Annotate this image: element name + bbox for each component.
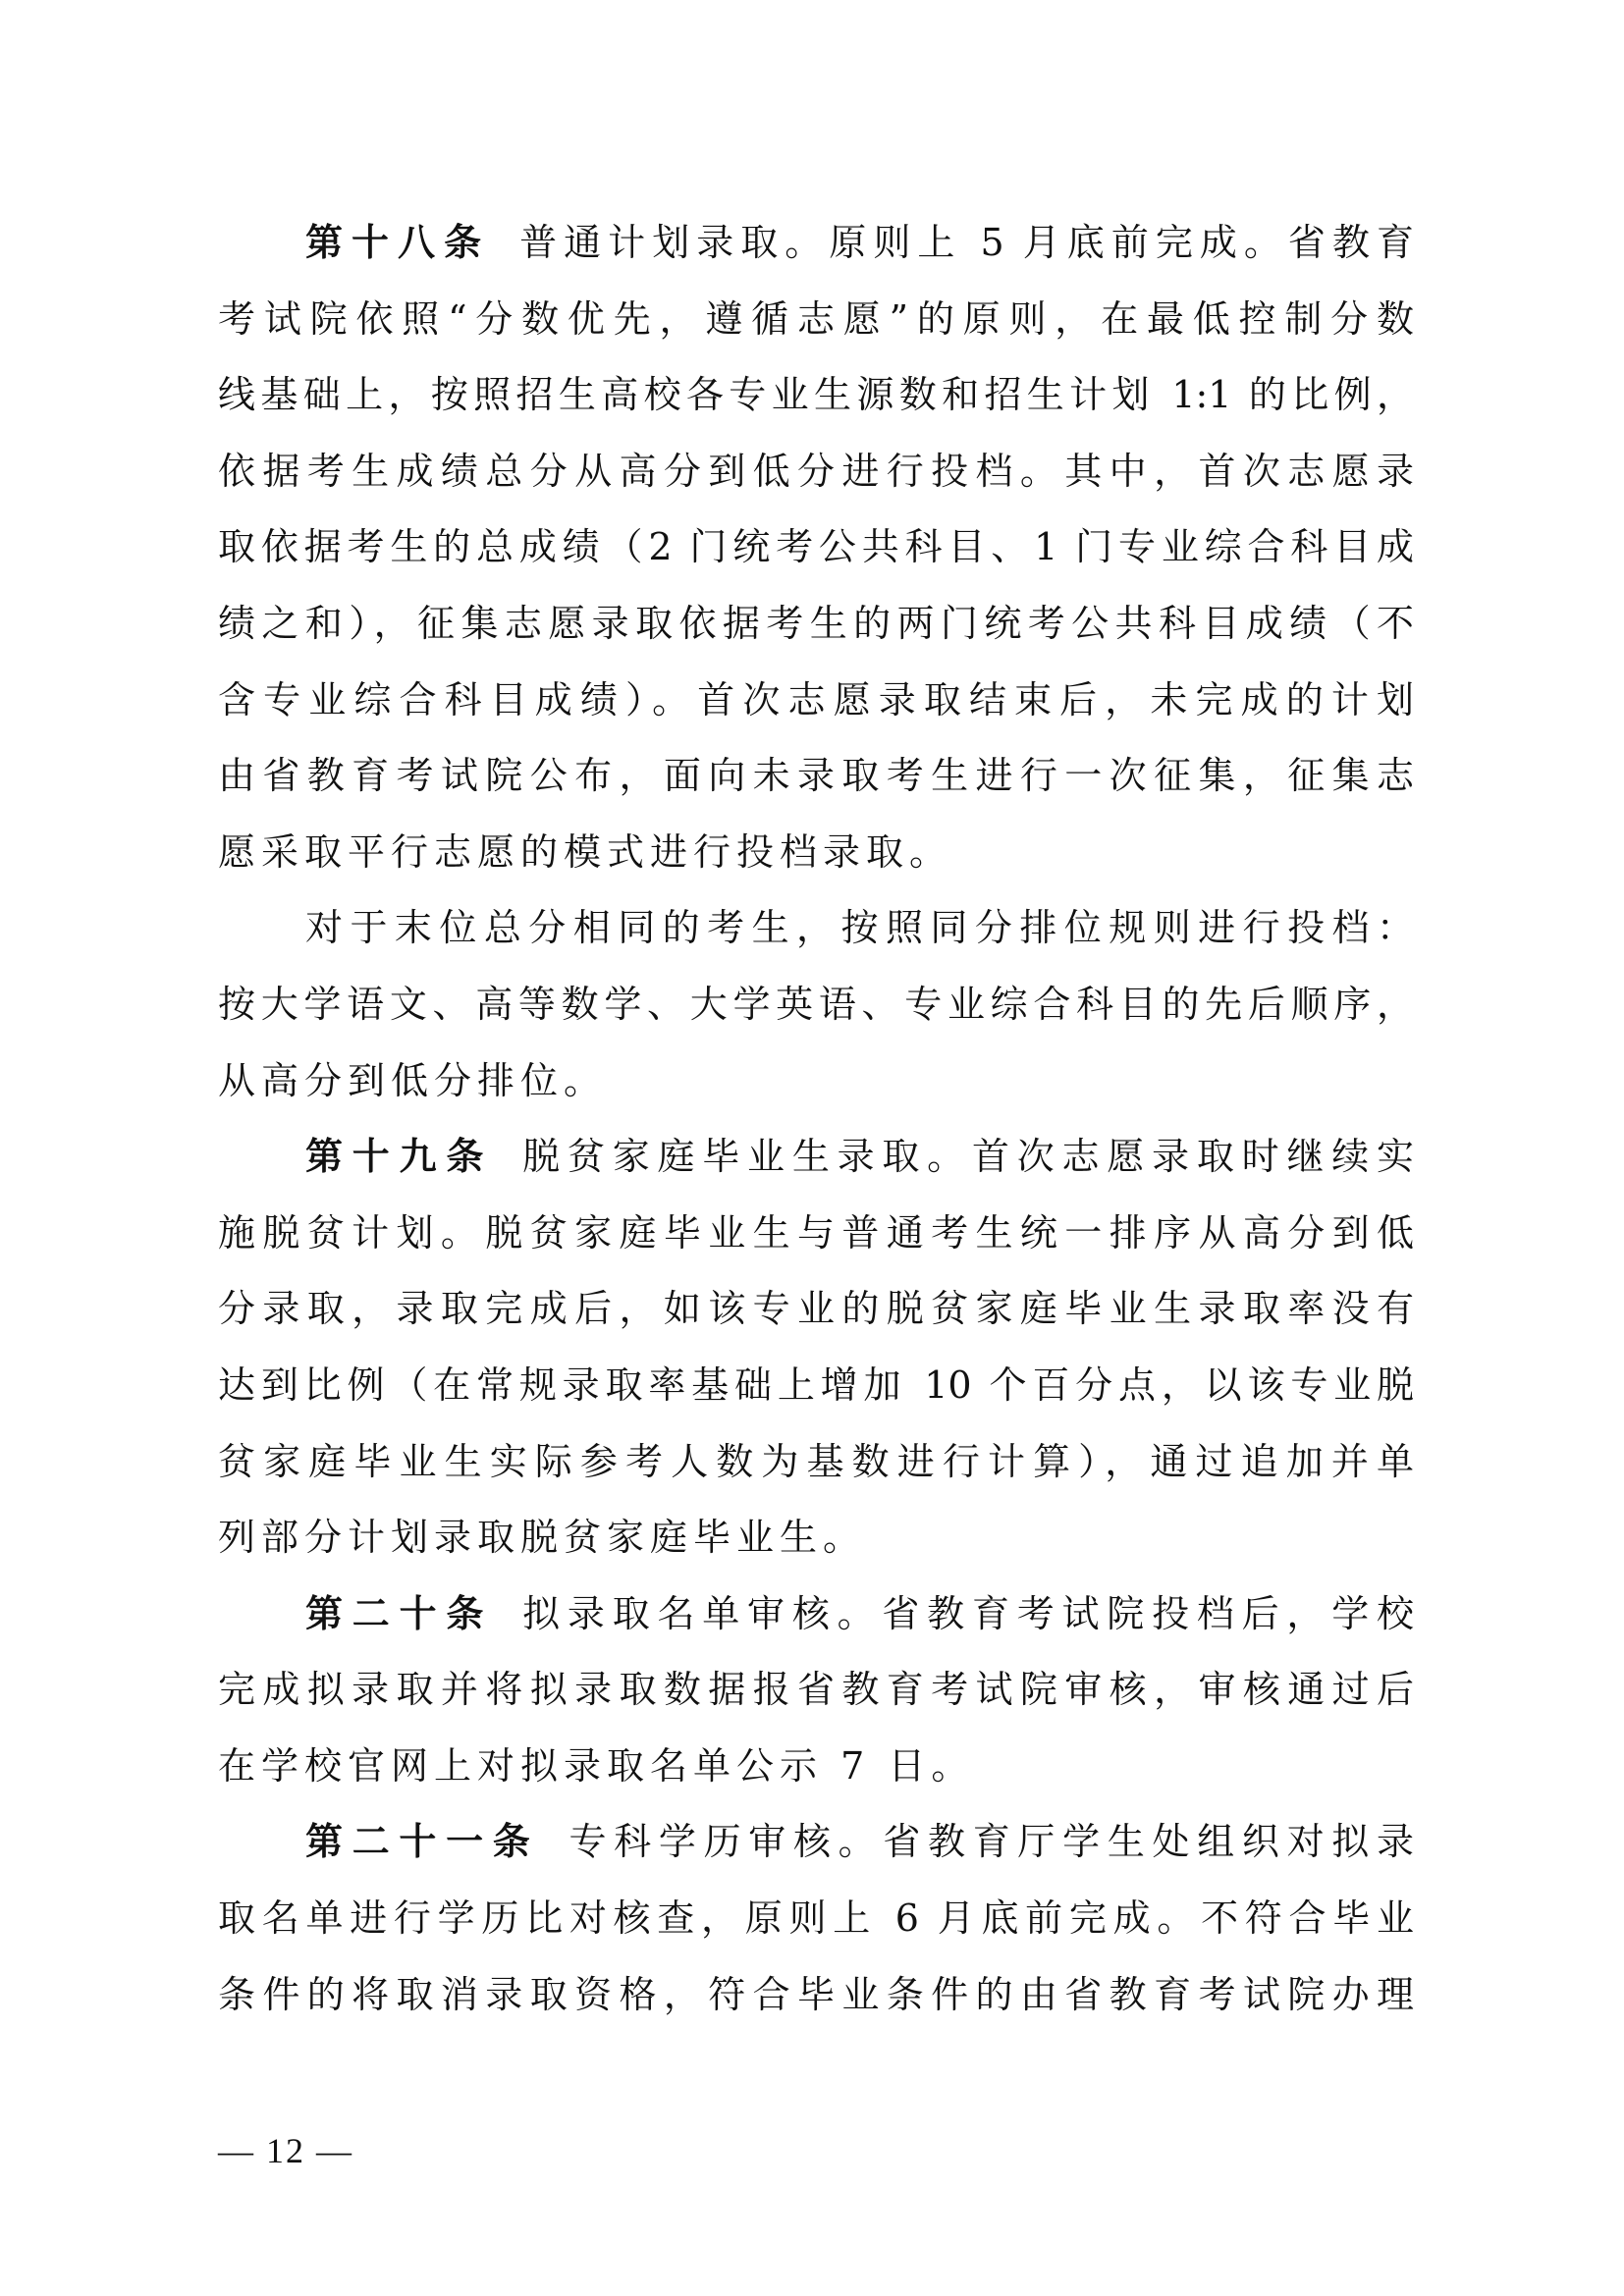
article-number-18: 第十八条 [305, 221, 491, 264]
article-18-line-3: 线基础上，按照招生高校各专业生源数和招生计划 1:1 的比例， [218, 373, 1414, 417]
article-18-line-6: 绩之和），征集志愿录取依据考生的两门统考公共科目成绩（不 [218, 601, 1414, 645]
article-18-line-7: 含专业综合科目成绩）。首次志愿录取结束后，未完成的计划 [218, 677, 1414, 721]
tiebreak-line-2: 按大学语文、高等数学、大学英语、专业综合科目的先后顺序， [218, 982, 1414, 1026]
article-19-line-1 [218, 1119, 1414, 1196]
paragraph-text: 普通计划录取。原则上 5 月底前完成。省教育 [519, 221, 1414, 264]
article-19-line-4: 达到比例（在常规录取率基础上增加 10 个百分点，以该专业脱 [218, 1362, 1414, 1407]
article-number-21: 第二十一条 [305, 1820, 540, 1864]
article-number-20: 第二十条 [305, 1591, 494, 1635]
paragraph-text: 脱贫家庭毕业生录取。首次志愿录取时继续实 [522, 1135, 1414, 1179]
tiebreak-line-3: 从高分到低分排位。 [218, 1058, 608, 1102]
article-18-line-5: 取依据考生的总成绩（2 门统考公共科目、1 门专业综合科目成 [218, 525, 1414, 569]
article-19-line-5: 贫家庭毕业生实际参考人数为基数进行计算），通过追加并单 [218, 1439, 1414, 1483]
article-20-line-2: 完成拟录取并将拟录取数据报省教育考试院审核，审核通过后 [218, 1668, 1414, 1712]
article-number-19: 第十九条 [305, 1135, 494, 1179]
article-18-line-1 [218, 205, 1414, 282]
article-19-line-6: 列部分计划录取脱贫家庭毕业生。 [218, 1516, 867, 1560]
article-19-line-3: 分录取，录取完成后，如该专业的脱贫家庭毕业生录取率没有 [218, 1287, 1414, 1331]
page-number: — 12 — [218, 2131, 353, 2170]
article-21-line-2: 取名单进行学历比对核查，原则上 6 月底前完成。不符合毕业 [218, 1896, 1414, 1941]
paragraph-text: 拟录取名单审核。省教育考试院投档后，学校 [522, 1591, 1414, 1635]
article-21-line-3: 条件的将取消录取资格，符合毕业条件的由省教育考试院办理 [218, 1972, 1414, 2016]
article-20-line-3: 在学校官网上对拟录取名单公示 7 日。 [218, 1743, 975, 1788]
article-18-line-8: 由省教育考试院公布，面向未录取考生进行一次征集，征集志 [218, 754, 1414, 798]
tiebreak-line-1: 对于末位总分相同的考生，按照同分排位规则进行投档： [305, 906, 1414, 950]
article-18-line-9: 愿采取平行志愿的模式进行投档录取。 [218, 829, 953, 874]
article-21-line-1 [218, 1804, 1414, 1881]
document-body [218, 205, 1414, 2033]
article-18-line-2: 考试院依照“分数优先，遵循志愿”的原则，在最低控制分数 [218, 296, 1414, 341]
article-20-line-1 [218, 1576, 1414, 1653]
article-18-line-4: 依据考生成绩总分从高分到低分进行投档。其中，首次志愿录 [218, 449, 1414, 493]
article-19-line-2: 施脱贫计划。脱贫家庭毕业生与普通考生统一排序从高分到低 [218, 1210, 1414, 1255]
paragraph-text: 专科学历审核。省教育厅学生处组织对拟录 [568, 1820, 1414, 1864]
